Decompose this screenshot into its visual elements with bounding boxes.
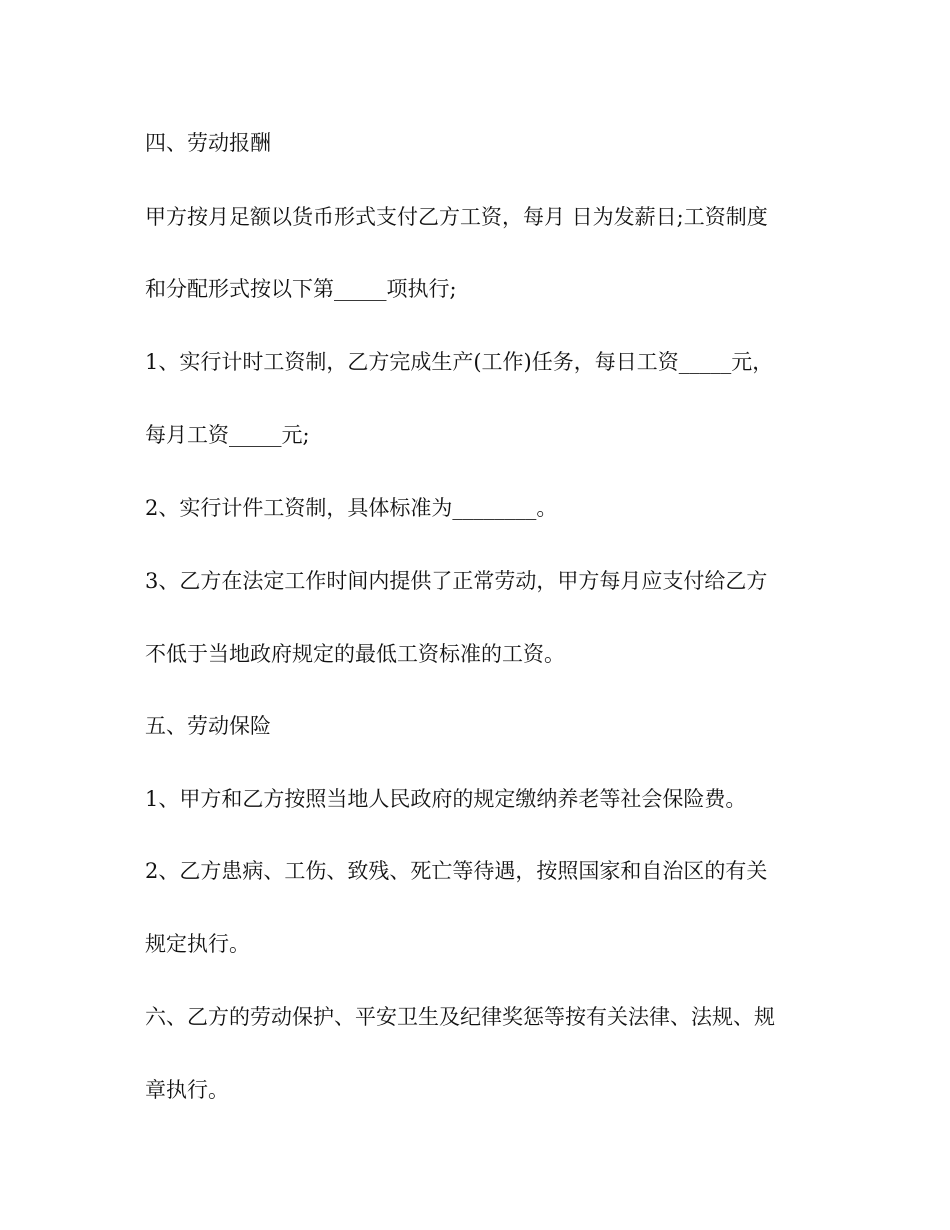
section-heading-labor-remuneration: 四、劳动报酬 [145,131,271,155]
paragraph-line: 章执行。 [145,1078,229,1102]
paragraph-line: 2、乙方患病、工伤、致残、死亡等待遇，按照国家和自治区的有关 [145,859,768,883]
paragraph-line: 规定执行。 [145,932,250,956]
paragraph-line: 3、乙方在法定工作时间内提供了正常劳动，甲方每月应支付给乙方 [145,569,768,593]
paragraph-line: 1、实行计时工资制，乙方完成生产(工作)任务，每日工资_____元， [145,350,774,374]
paragraph-line: 2、实行计件工资制，具体标准为________。 [145,496,558,520]
paragraph-line: 甲方按月足额以货币形式支付乙方工资，每月 日为发薪日;工资制度 [145,205,768,229]
section-heading-labor-insurance: 五、劳动保险 [145,714,271,738]
paragraph-line: 每月工资_____元; [145,423,310,447]
paragraph-line: 和分配形式按以下第_____项执行; [145,277,457,301]
paragraph-line: 不低于当地政府规定的最低工资标准的工资。 [145,642,565,666]
section-heading-labor-protection: 六、乙方的劳动保护、平安卫生及纪律奖惩等按有关法律、法规、规 [145,1005,775,1029]
paragraph-line: 1、甲方和乙方按照当地人民政府的规定缴纳养老等社会保险费。 [145,787,747,811]
